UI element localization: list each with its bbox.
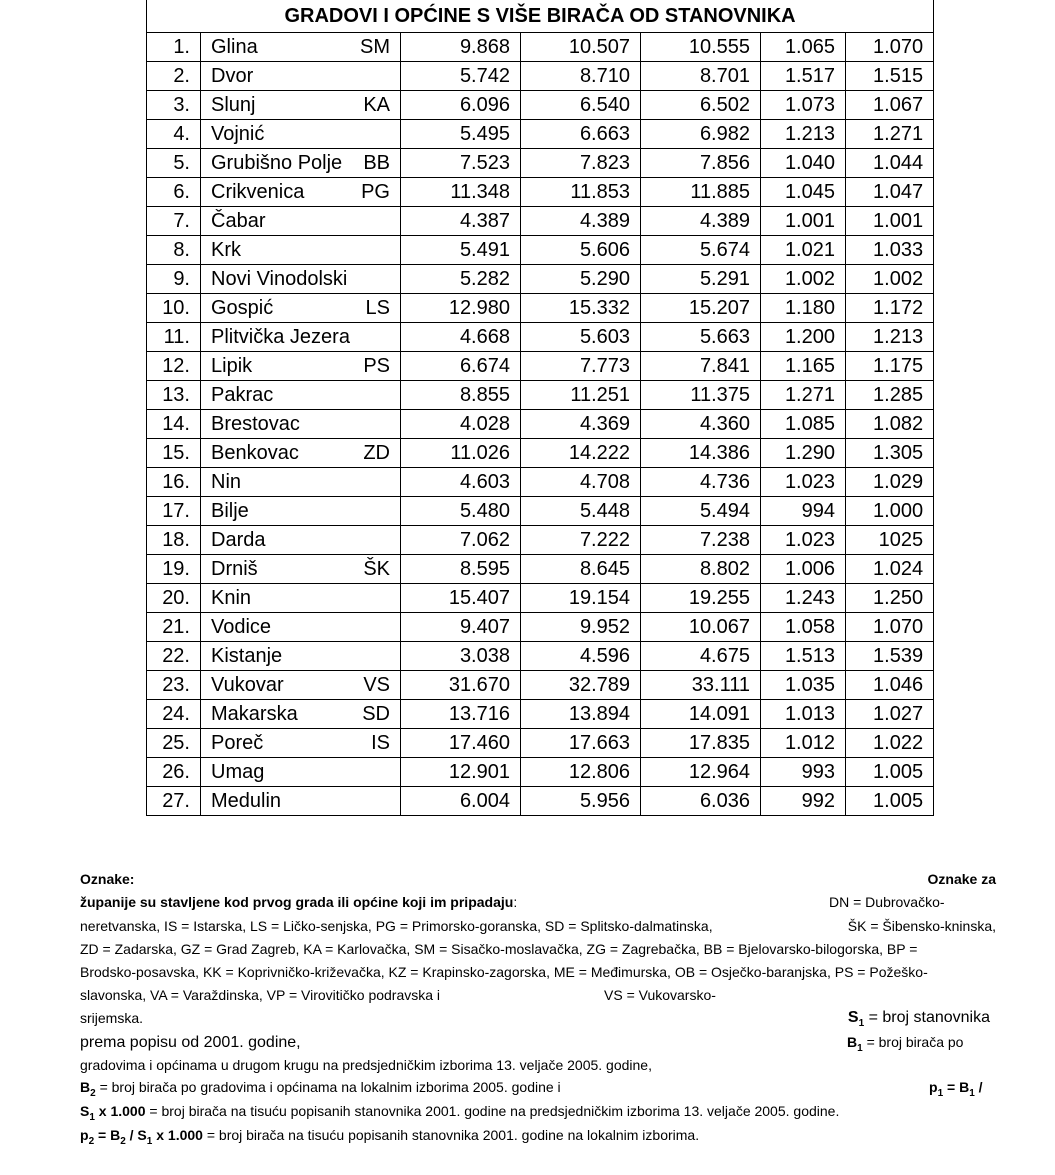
municipality-cell (201, 207, 401, 236)
notes-s1: $S_1$ = broj stanovnika (847, 1009, 990, 1030)
voters-b2: 5.663 (641, 323, 761, 352)
municipality-cell (201, 178, 401, 207)
voters-b1: 14.222 (521, 439, 641, 468)
table-row (147, 584, 934, 613)
municipality-cell (201, 439, 401, 468)
row-index: 24. (147, 700, 201, 729)
municipality-cell (201, 700, 401, 729)
ratio-p2: 1.172 (846, 294, 934, 323)
county-code: VS (363, 674, 390, 696)
voters-b2: 10.555 (641, 33, 761, 62)
row-index: 5. (147, 149, 201, 178)
table-row (147, 439, 934, 468)
voters-b1: 19.154 (521, 584, 641, 613)
voters-b2: 33.111 (641, 671, 761, 700)
ratio-p2: 1.067 (846, 91, 934, 120)
municipality-name: Nin (211, 471, 242, 493)
population-s1: 6.674 (401, 352, 521, 381)
row-index: 15. (147, 439, 201, 468)
municipality-name: Vodice (211, 616, 272, 638)
municipality-cell (201, 555, 401, 584)
notes-line-3: ZD = Zadarska, GZ = Grad Zagreb, KA = Karlovačka, SM = Sisačko-moslavačka, ZG = Zagrebačka, BB = Bjelovarsko-bilogorska, BP = (80, 941, 918, 957)
municipality-cell (201, 149, 401, 178)
municipality-name: Crikvenica (211, 181, 305, 203)
ratio-p1: 1.002 (761, 265, 846, 294)
voters-b1: 10.507 (521, 33, 641, 62)
ratio-p1: 1.001 (761, 207, 846, 236)
municipality-cell (201, 410, 401, 439)
municipality-name: Pakrac (211, 384, 274, 406)
ratio-p1: 1.006 (761, 555, 846, 584)
table-row (147, 758, 934, 787)
ratio-p1: 1.073 (761, 91, 846, 120)
voters-b1: 8.710 (521, 62, 641, 91)
population-s1: 6.004 (401, 787, 521, 816)
voters-b2: 15.207 (641, 294, 761, 323)
ratio-p1: 1.065 (761, 33, 846, 62)
table-row (147, 497, 934, 526)
municipality-name: Brestovac (211, 413, 300, 435)
notes-b2: $B_2$ = broj birača po gradovima i općinama na lokalnim izborima 2005. godine i (80, 1079, 561, 1099)
table-row (147, 729, 934, 758)
voters-b1: 11.853 (521, 178, 641, 207)
voters-b2: 7.238 (641, 526, 761, 555)
notes-line-4: Brodsko-posavska, KK = Koprivničko-križevačka, KZ = Krapinsko-zagorska, ME = Međimurska, OB = Osječko-baranjska, PS = Požeško- (80, 964, 928, 980)
voters-b2: 6.502 (641, 91, 761, 120)
voters-b1: 5.603 (521, 323, 641, 352)
municipality-cell (201, 758, 401, 787)
ratio-p2: 1.305 (846, 439, 934, 468)
notes-b1: $B_1$ = broj birača po (847, 1034, 964, 1054)
voters-b2: 4.675 (641, 642, 761, 671)
table-row (147, 265, 934, 294)
municipality-cell (201, 33, 401, 62)
ratio-p1: 993 (761, 758, 846, 787)
notes-s1x: $S_1$ x 1.000 = broj birača na tisuću popisanih stanovnika 2001. godine na predsjedničkim izborima 13. veljače 2005. godine. (80, 1103, 840, 1123)
municipality-cell (201, 381, 401, 410)
notes-p1: $p_1 = B_1$ / (929, 1079, 983, 1099)
ratio-p2: 1025 (846, 526, 934, 555)
voters-b1: 4.369 (521, 410, 641, 439)
population-s1: 5.491 (401, 236, 521, 265)
ratio-p2: 1.271 (846, 120, 934, 149)
ratio-p1: 1.035 (761, 671, 846, 700)
ratio-p2: 1.024 (846, 555, 934, 584)
ratio-p1: 992 (761, 787, 846, 816)
voters-b2: 8.802 (641, 555, 761, 584)
row-index: 25. (147, 729, 201, 758)
population-s1: 17.460 (401, 729, 521, 758)
table-row (147, 555, 934, 584)
voters-b2: 7.856 (641, 149, 761, 178)
voters-b1: 7.773 (521, 352, 641, 381)
municipality-cell (201, 62, 401, 91)
voters-b2: 10.067 (641, 613, 761, 642)
county-code: BB (363, 152, 390, 174)
ratio-p2: 1.044 (846, 149, 934, 178)
voters-b2: 4.360 (641, 410, 761, 439)
table-row (147, 526, 934, 555)
municipality-name: Gospić (211, 297, 274, 319)
table-row (147, 613, 934, 642)
municipality-name: Darda (211, 529, 266, 551)
population-s1: 4.603 (401, 468, 521, 497)
voters-b1: 4.389 (521, 207, 641, 236)
ratio-p2: 1.022 (846, 729, 934, 758)
voters-b1: 7.823 (521, 149, 641, 178)
table-row (147, 468, 934, 497)
county-code: ŠK (363, 558, 390, 580)
voters-b1: 11.251 (521, 381, 641, 410)
ratio-p1: 1.271 (761, 381, 846, 410)
municipality-name: Lipik (211, 355, 253, 377)
population-s1: 13.716 (401, 700, 521, 729)
population-s1: 15.407 (401, 584, 521, 613)
table-row (147, 120, 934, 149)
row-index: 18. (147, 526, 201, 555)
voters-b2: 7.841 (641, 352, 761, 381)
table-row (147, 62, 934, 91)
voters-b2: 6.036 (641, 787, 761, 816)
ratio-p1: 1.290 (761, 439, 846, 468)
ratio-p2: 1.213 (846, 323, 934, 352)
voters-b1: 15.332 (521, 294, 641, 323)
population-s1: 4.028 (401, 410, 521, 439)
municipality-name: Krk (211, 239, 241, 261)
notes-line-1: županije su stavljene kod prvog grada ili općine koji im pripadaju: (80, 894, 518, 910)
voters-b1: 6.663 (521, 120, 641, 149)
notes-line-2: neretvanska, IS = Istarska, LS = Ličko-senjska, PG = Primorsko-goranska, SD = Splitsko-dalmatinska, (80, 918, 713, 934)
ratio-p2: 1.002 (846, 265, 934, 294)
county-code: IS (371, 732, 390, 754)
municipality-cell (201, 526, 401, 555)
municipality-cell (201, 642, 401, 671)
ratio-p1: 1.013 (761, 700, 846, 729)
municipality-name: Drniš (211, 558, 258, 580)
voters-b1: 4.596 (521, 642, 641, 671)
voters-b2: 4.736 (641, 468, 761, 497)
ratio-p2: 1.046 (846, 671, 934, 700)
municipality-name: Dvor (211, 65, 254, 87)
ratio-p2: 1.250 (846, 584, 934, 613)
county-code: ZD (363, 442, 390, 464)
row-index: 21. (147, 613, 201, 642)
row-index: 6. (147, 178, 201, 207)
county-code: KA (363, 94, 390, 116)
voters-b1: 5.606 (521, 236, 641, 265)
ratio-p2: 1.082 (846, 410, 934, 439)
ratio-p1: 1.021 (761, 236, 846, 265)
voters-b1: 12.806 (521, 758, 641, 787)
row-index: 27. (147, 787, 201, 816)
ratio-p2: 1.001 (846, 207, 934, 236)
table-row (147, 236, 934, 265)
municipality-name: Benkovac (211, 442, 299, 464)
table-row (147, 323, 934, 352)
municipality-name: Glina (211, 36, 258, 58)
municipality-name: Grubišno Polje (211, 152, 343, 174)
notes-vs: VS = Vukovarsko- (604, 987, 716, 1003)
ratio-p1: 1.085 (761, 410, 846, 439)
voters-b2: 12.964 (641, 758, 761, 787)
ratio-p2: 1.029 (846, 468, 934, 497)
municipality-name: Bilje (211, 500, 249, 522)
voters-b2: 19.255 (641, 584, 761, 613)
row-index: 3. (147, 91, 201, 120)
row-index: 11. (147, 323, 201, 352)
row-index: 1. (147, 33, 201, 62)
notes-prema: prema popisu od 2001. godine, (80, 1034, 301, 1051)
population-s1: 7.062 (401, 526, 521, 555)
municipality-name: Čabar (211, 210, 266, 232)
ratio-p1: 1.012 (761, 729, 846, 758)
county-code: PG (361, 181, 390, 203)
voters-b2: 4.389 (641, 207, 761, 236)
county-code: SD (362, 703, 390, 725)
population-s1: 12.980 (401, 294, 521, 323)
municipality-name: Umag (211, 761, 265, 783)
municipality-cell (201, 584, 401, 613)
table-row (147, 642, 934, 671)
notes-line-5: slavonska, VA = Varaždinska, VP = Virovitičko podravska i (80, 987, 441, 1003)
voters-b1: 4.708 (521, 468, 641, 497)
notes-dn: DN = Dubrovačko- (829, 894, 945, 910)
municipality-name: Makarska (211, 703, 298, 725)
voters-b2: 11.885 (641, 178, 761, 207)
population-s1: 9.407 (401, 613, 521, 642)
population-s1: 5.495 (401, 120, 521, 149)
ratio-p1: 1.058 (761, 613, 846, 642)
voters-b1: 8.645 (521, 555, 641, 584)
voters-b2: 11.375 (641, 381, 761, 410)
ratio-p1: 1.023 (761, 468, 846, 497)
voters-b2: 5.494 (641, 497, 761, 526)
ratio-p1: 1.040 (761, 149, 846, 178)
notes-sk: ŠK = Šibensko-kninska, (847, 918, 996, 934)
ratio-p2: 1.005 (846, 787, 934, 816)
table-title-row (147, 0, 934, 33)
row-index: 12. (147, 352, 201, 381)
table-row (147, 410, 934, 439)
ratio-p2: 1.000 (846, 497, 934, 526)
voters-b2: 14.386 (641, 439, 761, 468)
county-code: PS (363, 355, 390, 377)
municipality-cell (201, 352, 401, 381)
municipality-cell (201, 787, 401, 816)
voters-b2: 8.701 (641, 62, 761, 91)
population-s1: 5.742 (401, 62, 521, 91)
voters-b1: 6.540 (521, 91, 641, 120)
table-row (147, 700, 934, 729)
ratio-p2: 1.005 (846, 758, 934, 787)
municipality-cell (201, 120, 401, 149)
population-s1: 5.480 (401, 497, 521, 526)
voters-b1: 32.789 (521, 671, 641, 700)
table-row (147, 178, 934, 207)
ratio-p2: 1.539 (846, 642, 934, 671)
row-index: 10. (147, 294, 201, 323)
ratio-p2: 1.175 (846, 352, 934, 381)
table-row (147, 787, 934, 816)
table-row (147, 33, 934, 62)
municipality-cell (201, 468, 401, 497)
table-row (147, 91, 934, 120)
table-row (147, 671, 934, 700)
table-row (147, 294, 934, 323)
voters-b2: 5.674 (641, 236, 761, 265)
municipality-name: Medulin (211, 790, 282, 812)
ratio-p2: 1.515 (846, 62, 934, 91)
ratio-p1: 1.045 (761, 178, 846, 207)
ratio-p1: 1.213 (761, 120, 846, 149)
voters-b2: 17.835 (641, 729, 761, 758)
ratio-p2: 1.047 (846, 178, 934, 207)
notes-gradovima: gradovima i općinama u drugom krugu na predsjedničkim izborima 13. veljače 2005. godine, (80, 1057, 652, 1073)
ratio-p1: 1.023 (761, 526, 846, 555)
municipality-cell (201, 729, 401, 758)
ratio-p1: 1.165 (761, 352, 846, 381)
ratio-p2: 1.033 (846, 236, 934, 265)
row-index: 23. (147, 671, 201, 700)
municipality-name: Vukovar (211, 674, 284, 696)
row-index: 14. (147, 410, 201, 439)
table-row (147, 381, 934, 410)
voters-b1: 9.952 (521, 613, 641, 642)
municipality-name: Slunj (211, 94, 256, 116)
ratio-p2: 1.285 (846, 381, 934, 410)
ratio-p1: 1.180 (761, 294, 846, 323)
population-s1: 4.387 (401, 207, 521, 236)
population-s1: 8.855 (401, 381, 521, 410)
ratio-p2: 1.027 (846, 700, 934, 729)
row-index: 9. (147, 265, 201, 294)
county-code: LS (365, 297, 390, 319)
row-index: 22. (147, 642, 201, 671)
population-s1: 8.595 (401, 555, 521, 584)
municipality-name: Novi Vinodolski (211, 268, 348, 290)
municipality-cell (201, 91, 401, 120)
ratio-p1: 1.243 (761, 584, 846, 613)
population-s1: 4.668 (401, 323, 521, 352)
row-index: 8. (147, 236, 201, 265)
voters-b1: 5.956 (521, 787, 641, 816)
municipality-name: Kistanje (211, 645, 283, 667)
table-row (147, 352, 934, 381)
population-s1: 31.670 (401, 671, 521, 700)
notes-heading-right: Oznake za (927, 871, 996, 887)
municipality-name: Poreč (211, 732, 264, 754)
row-index: 19. (147, 555, 201, 584)
voters-b1: 17.663 (521, 729, 641, 758)
municipality-cell (201, 497, 401, 526)
ratio-p1: 994 (761, 497, 846, 526)
notes-line-6: srijemska. (80, 1010, 144, 1026)
voters-b2: 6.982 (641, 120, 761, 149)
voters-b1: 5.448 (521, 497, 641, 526)
row-index: 26. (147, 758, 201, 787)
municipality-cell (201, 294, 401, 323)
population-s1: 11.026 (401, 439, 521, 468)
row-index: 7. (147, 207, 201, 236)
population-s1: 6.096 (401, 91, 521, 120)
voters-b1: 7.222 (521, 526, 641, 555)
ratio-p1: 1.513 (761, 642, 846, 671)
row-index: 2. (147, 62, 201, 91)
municipality-cell (201, 236, 401, 265)
voters-b2: 14.091 (641, 700, 761, 729)
municipality-cell (201, 323, 401, 352)
municipality-name: Vojnić (211, 123, 265, 145)
municipality-name: Plitvička Jezera (211, 326, 350, 348)
table-title: GRADOVI I OPĆINE S VIŠE BIRAČA OD STANOVNIKA (147, 0, 934, 33)
municipality-cell (201, 613, 401, 642)
row-index: 4. (147, 120, 201, 149)
voters-table (146, 0, 934, 816)
population-s1: 5.282 (401, 265, 521, 294)
ratio-p1: 1.517 (761, 62, 846, 91)
table-row (147, 149, 934, 178)
population-s1: 12.901 (401, 758, 521, 787)
voters-b1: 5.290 (521, 265, 641, 294)
row-index: 16. (147, 468, 201, 497)
municipality-cell (201, 671, 401, 700)
voters-b2: 5.291 (641, 265, 761, 294)
row-index: 17. (147, 497, 201, 526)
municipality-cell (201, 265, 401, 294)
notes-p2: $p_2 = B_2 / S_1$ x 1.000 = broj birača na tisuću popisanih stanovnika 2001. godine na lokalnim izborima. (80, 1127, 700, 1147)
population-s1: 3.038 (401, 642, 521, 671)
row-index: 20. (147, 584, 201, 613)
population-s1: 11.348 (401, 178, 521, 207)
municipality-name: Knin (211, 587, 252, 609)
ratio-p2: 1.070 (846, 613, 934, 642)
table-row (147, 207, 934, 236)
county-code: SM (360, 36, 390, 58)
population-s1: 9.868 (401, 33, 521, 62)
row-index: 13. (147, 381, 201, 410)
ratio-p2: 1.070 (846, 33, 934, 62)
population-s1: 7.523 (401, 149, 521, 178)
notes-heading: Oznake: (80, 871, 135, 887)
ratio-p1: 1.200 (761, 323, 846, 352)
voters-b1: 13.894 (521, 700, 641, 729)
